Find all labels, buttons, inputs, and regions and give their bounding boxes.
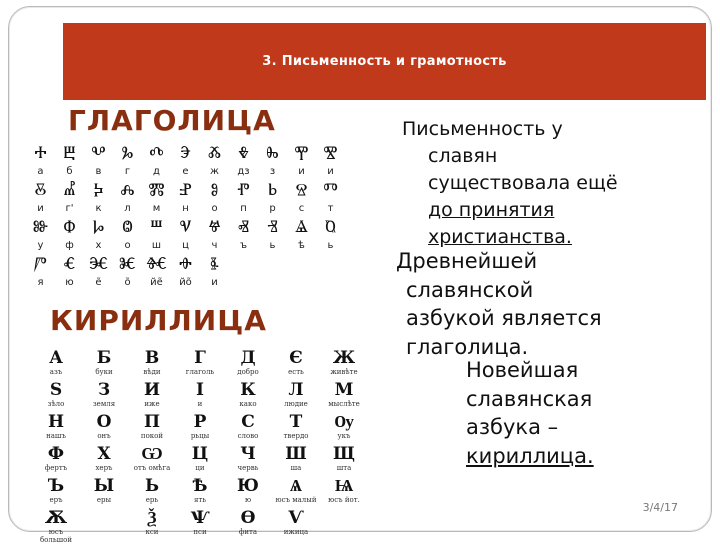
glagolitic-glyph: Ⰴ (149, 143, 164, 163)
cyrillic-letter-name: фертъ (44, 464, 68, 472)
cyrillic-glyph: Т (289, 412, 303, 432)
glagolitic-letter: д (153, 166, 160, 177)
glagolitic-letter: п (240, 203, 247, 214)
cyrillic-letter-name: ци (195, 464, 205, 472)
paragraph-line-underlined: кириллица. (466, 443, 594, 468)
cyrillic-glyph: Ф (47, 444, 65, 464)
paragraph-line: Древнейшей (396, 249, 538, 273)
cyrillic-letter-name: шта (336, 464, 352, 472)
glagolitic-glyph: Ⰺ (323, 143, 338, 163)
cyrillic-glyph: Ѩ (334, 476, 354, 496)
cyrillic-glyph: Ц (191, 444, 209, 464)
glagolitic-glyph: Ⰱ (63, 143, 76, 163)
cyrillic-glyph: Ѫ (44, 508, 68, 528)
glagolitic-letter: т (327, 203, 334, 214)
glagolitic-glyph: Ⱆ (32, 217, 49, 237)
cyrillic-letter-name: ерь (145, 496, 159, 504)
glagolitic-glyph: Ⰼ (63, 180, 76, 200)
cyrillic-alphabet-table (32, 348, 392, 544)
cyrillic-letter-name: иже (144, 400, 160, 408)
glagolitic-glyph: Ⰵ (180, 143, 191, 163)
cyrillic-letter-name: глаголь (185, 368, 215, 376)
glagolitic-letter: х (95, 240, 102, 251)
cyrillic-letter-name: нашъ (46, 432, 66, 440)
glagolitic-glyph: Ⱏ (237, 217, 250, 237)
glagolitic-letter: и (327, 166, 334, 177)
cyrillic-letter-name: херъ (95, 464, 113, 472)
glagolitic-letter: а (37, 166, 44, 177)
cyrillic-glyph: Г (194, 348, 206, 368)
glagolitic-letter: г (124, 166, 131, 177)
glagolitic-glyph-row (26, 177, 346, 200)
cyrillic-glyph: Ю (237, 476, 259, 496)
cyrillic-letter-name: како (239, 400, 257, 408)
glagolitic-letter: и (211, 277, 218, 288)
glagolitic-letter: л (124, 203, 131, 214)
glagolitic-letter-row (26, 274, 346, 288)
glagolitic-letter: дз (237, 166, 250, 177)
glagolitic-letter: ц (182, 240, 189, 251)
cyrillic-name-row (32, 464, 392, 476)
paragraph-newest-alphabet (466, 356, 706, 470)
glagolitic-letter: з (269, 166, 276, 177)
glagolitic-glyph: Ⱚ (179, 254, 192, 274)
cyrillic-glyph: З (97, 380, 111, 400)
cyrillic-glyph: Р (193, 412, 207, 432)
glagolitic-glyph-row (26, 251, 346, 274)
glagolitic-letter: йо̃ (179, 277, 192, 288)
glagolitic-glyph: Ⱅ (323, 180, 338, 200)
glagolitic-glyph: Ⰲ (91, 143, 106, 163)
cyrillic-glyph: И (143, 380, 161, 400)
cyrillic-letter-name: укъ (337, 432, 351, 440)
paragraph-line: существовала ещё (428, 171, 618, 194)
paragraph-line: глаголица. (406, 334, 529, 359)
cyrillic-letter-name: юсъ малый (275, 496, 317, 504)
cyrillic-letter-name: пси (193, 528, 207, 536)
cyrillic-letter-name: и (197, 400, 203, 408)
cyrillic-letter-name: фита (238, 528, 258, 536)
paragraph-line-underlined: до принятия (428, 198, 555, 221)
glagolitic-glyph: Ⱐ (267, 217, 278, 237)
cyrillic-letter-name: отъ омѣга (133, 464, 171, 472)
glagolitic-letter: ѣ (298, 240, 305, 251)
glagolitic-letter: е̃ (95, 277, 102, 288)
cyrillic-letter-name: твердо (283, 432, 309, 440)
glagolitic-glyph: Ⱈ (92, 217, 105, 237)
glagolitic-glyph: Ⰽ (93, 180, 104, 200)
glagolitic-letter: м (152, 203, 161, 214)
glagolitic-glyph: Ⱔ (63, 254, 76, 274)
slide-title: 3. Письменность и грамотность (262, 54, 507, 69)
glagolitic-glyph: Ⱌ (179, 217, 192, 237)
cyrillic-glyph: Л (288, 380, 304, 400)
cyrillic-letter-name: азъ (49, 368, 63, 376)
cyrillic-glyph: Д (240, 348, 256, 368)
cyrillic-glyph: М (334, 380, 354, 400)
glagolitic-letter-row (26, 200, 346, 214)
cyrillic-letter-name: ижица (283, 528, 309, 536)
cyrillic-glyph: Н (47, 412, 65, 432)
glagolitic-letter: ь (269, 240, 276, 251)
cyrillic-name-row (32, 368, 392, 380)
cyrillic-glyph: Ъ (47, 476, 65, 496)
glagolitic-letter: я (37, 277, 44, 288)
cyrillic-glyph: Щ (333, 444, 355, 464)
glagolitic-glyph: Ⱙ (145, 254, 168, 274)
cyrillic-glyph: Ѹ (334, 412, 354, 432)
glagolitic-glyph: Ⱄ (295, 180, 308, 200)
cyrillic-glyph: Ш (285, 444, 307, 464)
glagolitic-letter: с (298, 203, 305, 214)
cyrillic-glyph-row (32, 476, 392, 496)
cyrillic-glyph: Ы (93, 476, 115, 496)
glagolitic-letter: йе̃ (150, 277, 163, 288)
cyrillic-letter-name: онъ (97, 432, 111, 440)
glagolitic-letter: б (66, 166, 73, 177)
cyrillic-letter-name: живѣте (330, 368, 358, 376)
glagolitic-glyph: Ⰹ (294, 143, 309, 163)
cyrillic-glyph: Х (97, 444, 111, 464)
paragraph-oldest-alphabet (396, 247, 696, 361)
cyrillic-letter-name: червь (237, 464, 259, 472)
cyrillic-name-row (32, 496, 392, 508)
cyrillic-letter-name: юсъ большой (39, 528, 73, 544)
paragraph-line: славян (428, 144, 498, 167)
glagolitic-glyph: Ⰳ (121, 143, 134, 163)
glagolitic-letter: н (182, 203, 189, 214)
glagolitic-glyph: Ⱗ (88, 254, 109, 274)
paragraph-line-underlined: христианства. (428, 225, 572, 248)
glagolitic-letter: в (95, 166, 102, 177)
cyrillic-glyph: С (241, 412, 255, 432)
cyrillic-glyph: Ѕ (49, 380, 63, 400)
cyrillic-name-row (32, 432, 392, 444)
paragraph-line: азбука – (466, 415, 559, 440)
cyrillic-glyph: В (144, 348, 160, 368)
cyrillic-glyph: Ь (144, 476, 160, 496)
glagolitic-letter: г' (65, 203, 74, 214)
glagolitic-letter: е (182, 166, 189, 177)
glagolitic-glyph: Ⰶ (207, 143, 222, 163)
slide-date: 3/4/17 (642, 501, 678, 514)
cyrillic-glyph: І (196, 380, 204, 400)
glagolitic-glyph: Ⱇ (63, 217, 76, 237)
glagolitic-glyph-row (26, 140, 346, 163)
cyrillic-letter-name: мыслѣте (328, 400, 360, 408)
cyrillic-glyph: П (143, 412, 161, 432)
glagolitic-glyph: Ⱂ (237, 180, 250, 200)
glagolitic-glyph: Ⱑ (294, 217, 309, 237)
cyrillic-letter-name: вѣди (143, 368, 161, 376)
paragraph-line: славянская (466, 386, 593, 411)
glagolitic-glyph: Ⰸ (266, 143, 279, 163)
glagolitic-glyph: Ⱘ (119, 254, 136, 274)
cyrillic-glyph: Ѡ (141, 444, 163, 464)
cyrillic-glyph: Ѯ (147, 508, 157, 528)
cyrillic-glyph: Ч (240, 444, 256, 464)
cyrillic-letter-name (80, 528, 128, 540)
glagolitic-heading: ГЛАГОЛИЦА (68, 104, 276, 137)
glagolitic-letter: ъ (239, 240, 248, 251)
cyrillic-letter-name: ю (244, 496, 252, 504)
glagolitic-glyph: Ⱉ (122, 217, 133, 237)
cyrillic-letter-name: буки (95, 368, 113, 376)
glagolitic-glyph: Ⰷ (237, 143, 250, 163)
cyrillic-name-row (32, 400, 392, 412)
cyrillic-name-row (32, 528, 392, 544)
cyrillic-glyph: Ѵ (288, 508, 304, 528)
cyrillic-letter-name: есть (288, 368, 304, 376)
cyrillic-letter-name: еръ (49, 496, 63, 504)
cyrillic-letter-name: юсъ йот. (328, 496, 360, 504)
paragraph-line: славянской (406, 277, 534, 302)
glagolitic-glyph: Ⰿ (148, 180, 165, 200)
cyrillic-letter-name: зѣло (47, 400, 65, 408)
cyrillic-letter-name: земля (92, 400, 116, 408)
paragraph-line: азбукой является (406, 306, 602, 331)
glagolitic-letter: о (211, 203, 218, 214)
cyrillic-letter-name: еры (96, 496, 112, 504)
cyrillic-letter-name: покой (140, 432, 164, 440)
glagolitic-letter-row (26, 163, 346, 177)
paragraph-line: Новейшая (466, 358, 579, 382)
cyrillic-glyph: Ѳ (240, 508, 256, 528)
cyrillic-glyph: Ѱ (190, 508, 210, 528)
glagolitic-glyph: Ⱒ (325, 217, 336, 237)
glagolitic-letter: ш (151, 240, 162, 251)
glagolitic-letter: о (124, 240, 131, 251)
cyrillic-glyph-row (32, 348, 392, 368)
glagolitic-letter: ф (65, 240, 74, 251)
cyrillic-glyph: К (240, 380, 256, 400)
cyrillic-letter-name: рьцы (190, 432, 210, 440)
cyrillic-letter-name: людие (284, 400, 308, 408)
glagolitic-letter: ч (211, 240, 218, 251)
cyrillic-glyph: Ж (332, 348, 356, 368)
cyrillic-letter-name: добро (237, 368, 259, 376)
glagolitic-glyph: Ⱛ (210, 254, 219, 274)
glagolitic-glyph-row (26, 214, 346, 237)
glagolitic-letter: к (95, 203, 102, 214)
cyrillic-letter-name: ять (193, 496, 207, 504)
glagolitic-letter: р (269, 203, 276, 214)
cyrillic-glyph: Ѣ (192, 476, 208, 496)
cyrillic-glyph-row (32, 412, 392, 432)
glagolitic-glyph: Ⰾ (120, 180, 135, 200)
glagolitic-glyph: Ⱎ (150, 217, 163, 237)
cyrillic-glyph: О (96, 412, 112, 432)
cyrillic-glyph-row (32, 444, 392, 464)
glagolitic-glyph: Ⰰ (34, 143, 47, 163)
cyrillic-letter-name: слово (237, 432, 259, 440)
glagolitic-letter: ь (327, 240, 334, 251)
glagolitic-alphabet-table (26, 140, 346, 288)
glagolitic-letter: и (37, 203, 44, 214)
paragraph-writing (402, 116, 698, 251)
cyrillic-glyph-row (32, 508, 392, 528)
glagolitic-letter: ж (209, 166, 219, 177)
glagolitic-glyph: Ⱀ (179, 180, 192, 200)
cyrillic-glyph: А (49, 348, 63, 368)
glagolitic-letter-row (26, 237, 346, 251)
cyrillic-letter-name: кси (145, 528, 159, 536)
glagolitic-glyph: Ⱃ (267, 180, 278, 200)
glagolitic-letter: о̃ (124, 277, 131, 288)
glagolitic-letter: у (37, 240, 44, 251)
glagolitic-glyph: Ⱍ (208, 217, 221, 237)
glagolitic-glyph: Ⰻ (34, 180, 47, 200)
cyrillic-letter-name: ша (290, 464, 302, 472)
glagolitic-letter: и (298, 166, 305, 177)
cyrillic-heading: КИРИЛЛИЦА (50, 304, 267, 337)
cyrillic-glyph: Є (289, 348, 303, 368)
cyrillic-glyph-row (32, 380, 392, 400)
paragraph-line: Письменность у (402, 118, 563, 140)
glagolitic-letter: ю (65, 277, 74, 288)
cyrillic-glyph: Ѧ (289, 476, 303, 496)
glagolitic-glyph: Ⱓ (34, 254, 47, 274)
title-bar (63, 23, 706, 100)
glagolitic-glyph: Ⱁ (210, 180, 219, 200)
cyrillic-glyph: Б (96, 348, 112, 368)
